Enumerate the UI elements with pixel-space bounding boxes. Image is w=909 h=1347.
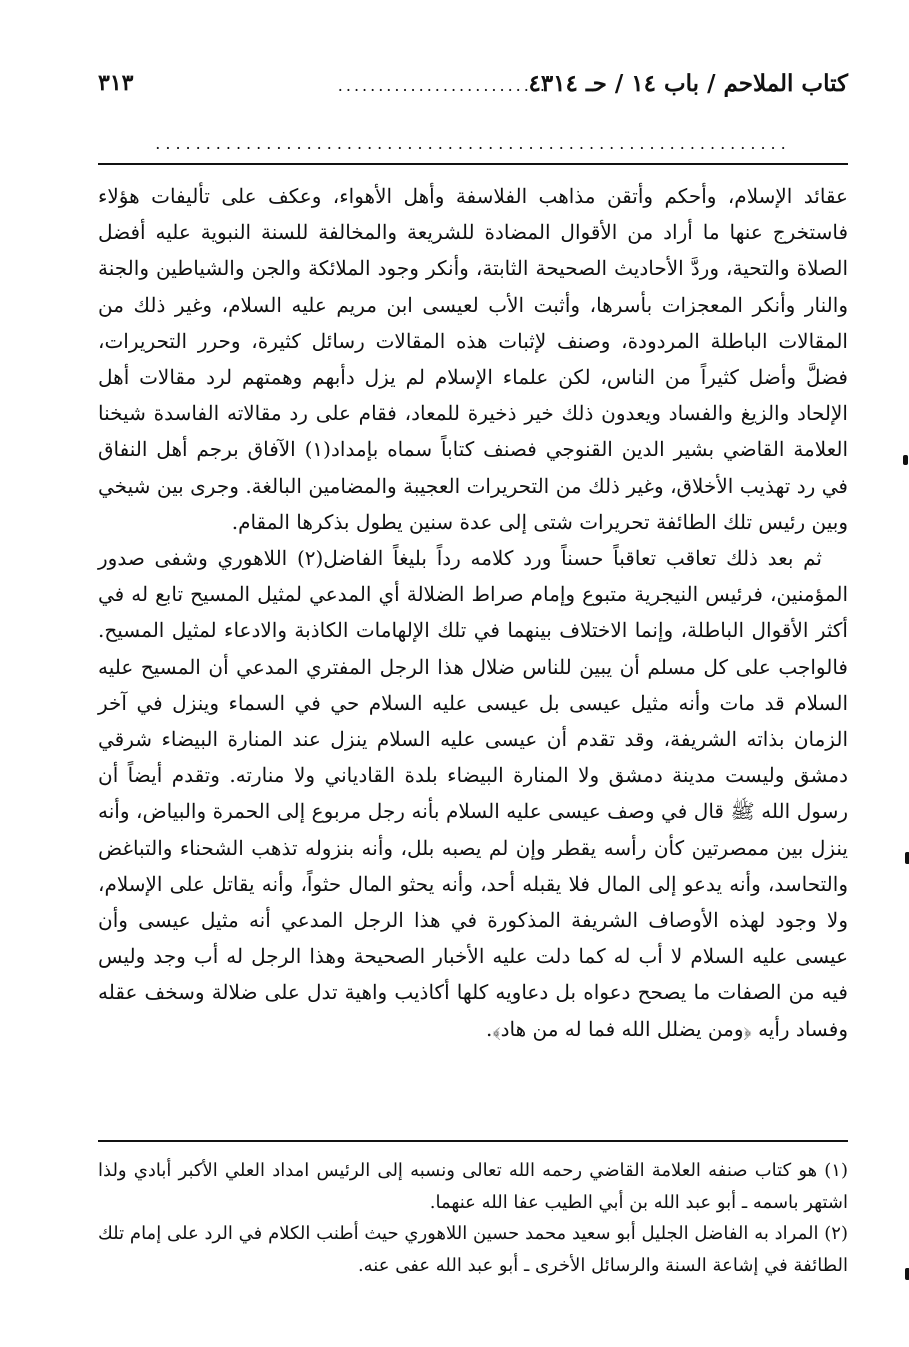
header-title: كتاب الملاحم / باب ١٤ / حـ ٤٣١٤ — [528, 70, 848, 97]
scan-mark — [905, 852, 909, 864]
header-leader-dots: .......................... — [337, 76, 548, 95]
running-header — [98, 70, 848, 110]
header-separator-dots: ............................................................... — [155, 136, 791, 152]
scan-mark — [905, 1268, 909, 1280]
main-text — [98, 178, 848, 1047]
footnote-1: (١) هو كتاب صنفه العلامة القاضي رحمه الله تعالى ونسبه إلى الرئيس امداد العلي الأكبر أبادي ولذا اشتهر باسمه ـ أبو عبد الله بن أبي الطيب عفا الله عنهما. — [98, 1160, 848, 1213]
footnotes — [98, 1155, 848, 1281]
footnote-rule — [98, 1140, 848, 1142]
header-rule — [98, 163, 848, 165]
footnote-2: (٢) المراد به الفاضل الجليل أبو سعيد محمد حسين اللاهوري حيث أطنب الكلام في الرد على إمام تلك الطائفة في إشاعة السنة والرسائل الأخرى ـ أبو عبد الله عفى عنه. — [98, 1223, 848, 1276]
paragraph-2: ثم بعد ذلك تعاقب تعاقباً حسناً ورد كلامه رداً بليغاً الفاضل(٢) اللاهوري وشفى صدور المؤمنين، فرئيس النيجرية متبوع وإمام صراط الضلالة أي المدعي لمثيل المسيح تابع له في أكثر الأقوال الباطلة، وإنما الاختلاف بينهما في تلك الإلهامات الكاذبة والادعاء لمثيل المسيح. فالواجب على كل مسلم أن يبين للناس ضلال هذا الرجل المفتري المدعي أن المسيح عليه السلام قد مات وأنه مثيل عيسى بل عيسى عليه السلام حي في السماء وينزل في آخر الزمان بذاته الشريفة، وقد تقدم أن عيسى عليه السلام ينزل عند المنارة البيضاء شرقي دمشق وليست مدينة دمشق ولا المنارة البيضاء بلدة القادياني ولا منارته. وتقدم أيضاً أن رسول الله ﷺ قال في وصف عيسى عليه السلام بأنه رجل مربوع إلى الحمرة والبياض، وأنه ينزل بين ممصرتين كأن رأسه يقطر وإن لم يصبه بلل، وأنه بنزوله تذهب الشحناء والتباغض والتحاسد، وأنه يدعو إلى المال فلا يقبله أحد، وأنه يحثو المال حثواً، وأنه يقاتل على الإسلام، ولا وجود لهذه الأوصاف الشريفة المذكورة في هذا الرجل المدعي أنه مثيل عيسى وأن عيسى عليه السلام لا أب له كما دلت عليه الأخبار الصحيحة وهذا الرجل له أب وجد وليس فيه من الصفات ما يصحح دعواه بل دعاويه كلها أكاذيب واهية تدل على ضلالة وسخف عقله وفساد رأيه ﴿ومن يضلل الله فما له من هاد﴾. — [98, 546, 848, 1041]
scan-mark — [903, 455, 908, 465]
paragraph-1: عقائد الإسلام، وأحكم وأتقن مذاهب الفلاسفة وأهل الأهواء، وعكف على تأليفات هؤلاء فاستخرج عنها ما أراد من الأقوال المضادة للشريعة والمخالفة للسنة النبوية عليه أفضل الصلاة والتحية، وردَّ الأحاديث الصحيحة الثابتة، وأنكر وجود الملائكة والجن والشياطين والجنة والنار وأنكر المعجزات بأسرها، وأثبت الأب لعيسى ابن مريم عليه السلام، وغير ذلك من المقالات الباطلة المردودة، وصنف لإثبات هذه المقالات رسائل كثيرة، وحرر التحريرات، فضلَّ وأضل كثيراً من الناس، لكن علماء الإسلام لم يزل دأبهم وهمتهم لرد مقالات أهل الإلحاد والزيغ والفساد ويعدون ذلك خير ذخيرة للمعاد، فقام على رد مقالاته الفاسدة شيخنا العلامة القاضي بشير الدين القنوجي فصنف كتاباً سماه بإمداد(١) الآفاق برجم أهل النفاق في رد تهذيب الأخلاق، وغير ذلك من التحريرات العجيبة والمضامين البالغة. وجرى بين شيخي وبين رئيس تلك الطائفة تحريرات شتى إلى عدة سنين يطول بذكرها المقام. — [98, 184, 848, 534]
page-number: ٣١٣ — [98, 70, 134, 96]
